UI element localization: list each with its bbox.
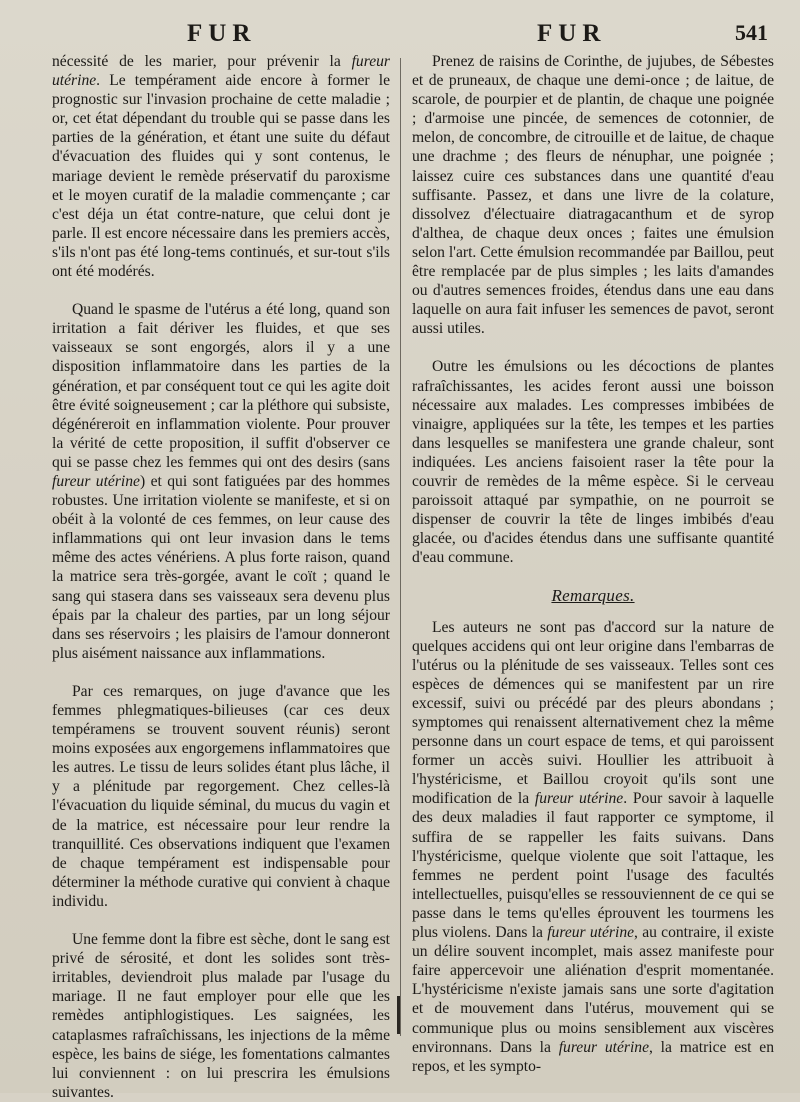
left-column	[52, 52, 390, 1102]
paragraph: Une femme dont la fibre est sèche, dont le sang est privé de sérosité, et dont les solides sont très-irritables, deviendroit plus malade par l'usage du mariage. Il ne faut employer pour elle que les remèdes antiphlogistiques. Les saignées, les cataplasmes rafraîchissans, les injections de la même espèce, les bains de siége, les fomentations calmantes lui conviennent : on lui prescrira les émulsions suivantes.	[52, 931, 390, 1101]
column-rule	[400, 58, 401, 1036]
subheading-text: Remarques.	[551, 586, 635, 606]
paragraph: Quand le spasme de l'utérus a été long, quand son irritation a fait dériver les fluides, et que ses vaisseaux se sont engorgés, alors il y a une disposition inflammatoire dans les parties de la génération, et par conséquent tout ce qui les agite doit être évité soigneusement ; car la pléthore qui subsiste, dégénéreroit en inflammation violente. Pour prouver la vérité de cette proposition, il suffit d'observer ce qui se passe chez les femmes qui ont des desirs (sans fureur utérine) et qui sont fatiguées par des hommes robustes. Une irritation violente se manifeste, et si on obéit à la volonté de ces femmes, on leur cause des inflammations qui ont leur invasion dans le tems même des actes vénériens. A plus forte raison, quand la matrice sera très-gorgée, avant le coït ; quand le sang qui stasera dans ses vaisseaux sera devenu plus épais par la chaleur des parties, par un long séjour dans ses réservoirs ; les plaisirs de l'amour donneront plus aisément naissance aux inflammations.	[52, 301, 390, 662]
right-column	[412, 52, 774, 1076]
section-subheading	[412, 586, 774, 605]
paragraph: Outre les émulsions ou les décoctions de plantes rafraîchissantes, les acides feront aussi une boisson nécessaire aux malades. Les compresses imbibées de vinaigre, appliquées sur la tête, les tempes et les parties dans lesquelles se manifestera une grande chaleur, sont indiquées. Les anciens faisoient raser la tête pour la couvrir de remèdes de la même espèce. Si le cerveau paroissoit attaqué par sympathie, on ne pourroit se dispenser de couvrir la tête de linges imbibés d'eau glacée, ou d'acides étendus dans une suffisante quantité d'eau commune.	[412, 358, 774, 567]
column-rule-mark	[397, 996, 400, 1034]
paragraph: Prenez de raisins de Corinthe, de jujubes, de Sébestes et de pruneaux, de chaque une demi-once ; de laitue, de scarole, de pourpier et de plantin, de chaque une poignée ; d'armoise une pincée, de semences de cotonnier, de melon, de concombre, de citrouille et de laitue, de chaque une drachme ; des fleurs de nénuphar, une poignée ; laissez cuire ces substances dans une quantité d'eau suffisante. Passez, et dans une livre de la colature, dissolvez d'électuaire diatragacanthum et de syrop d'althea, de chaque deux onces ; faites une émulsion selon l'art. Cette émulsion recommandée par Baillou, peut être remplacée par de plus simples ; les laits d'amandes ou d'autres semences froides, étendus dans une eau dans laquelle on aura fait infuser les semences de pavot, seront aussi utiles.	[412, 53, 774, 338]
paragraph: nécessité de les marier, pour prévenir la fureur utérine. Le tempérament aide encore à former le prognostic sur l'invasion prochaine de cette maladie ; or, cet état dépendant du trouble qui se passe dans les parties de la génération, et étant une suite du défaut d'évacuation des fluides qui y sont contenus, le mariage devient le remède préservatif du paroxisme et le moyen curatif de la maladie commençante ; car c'est déja un état contre-nature, que celui dont je parle. Il est encore nécessaire dans les premiers accès, s'ils n'ont pas été long-tems continués, et sur-tout s'ils ont été modérés.	[52, 53, 390, 281]
paragraph: Les auteurs ne sont pas d'accord sur la nature de quelques accidens qui ont leur origine dans l'embarras de l'utérus ou la plénitude de ses vaisseaux. Telles sont ces espèces de démences qui se manifestent par un rire excessif, suivi ou précédé par des pleurs abondans ; symptomes qui renaissent alternativement chez la même personne dans un court espace de tems, et qui paroissent former un accès suivi. Houllier les attribuoit à l'hystéricisme, et Baillou croyoit qu'ils sont une modification de la fureur utérine. Pour savoir à laquelle des deux maladies il faut rapporter ce symptome, il suffira de se rappeller les faits suivans. Dans l'hystéricisme, quelque violente que soit l'attaque, les femmes ne perdent point l'usage des facultés intellectuelles, puisqu'elles se ressouviennent de ce qui se passe dans le tems qu'elles éprouvent les tourmens les plus violens. Dans la fureur utérine, au contraire, il existe un délire souvent incomplet, mais assez manifeste pour faire appercevoir une aliénation d'esprit momentanée. L'hystéricisme n'existe jamais sans une sorte d'agitation et de mouvement dans l'utérus, mouvement qui se communique plus ou moins sensiblement aux viscères environnans. Dans la fureur utérine, la matrice est en repos, et les sympto-	[412, 618, 774, 1075]
paragraph: Par ces remarques, on juge d'avance que les femmes phlegmatiques-bilieuses (car ces deux tempéramens se trouvent souvent réunis) seront moins exposées aux engorgemens inflammatoires que les autres. Le tissu de leurs solides étant plus lâche, il y a plénitude par regorgement. Chez celles-là l'évacuation du liquide séminal, du mucus du vagin et de la matrice, est nécessaire pour leur rendre la tranquillité. Ces observations indiquent que l'examen de chaque tempérament est indispensable pour déterminer la méthode curative qui convient à chaque individu.	[52, 682, 390, 910]
running-head-right: FUR	[537, 20, 607, 47]
page-number: 541	[735, 20, 768, 45]
running-head-left: FUR	[187, 20, 257, 47]
